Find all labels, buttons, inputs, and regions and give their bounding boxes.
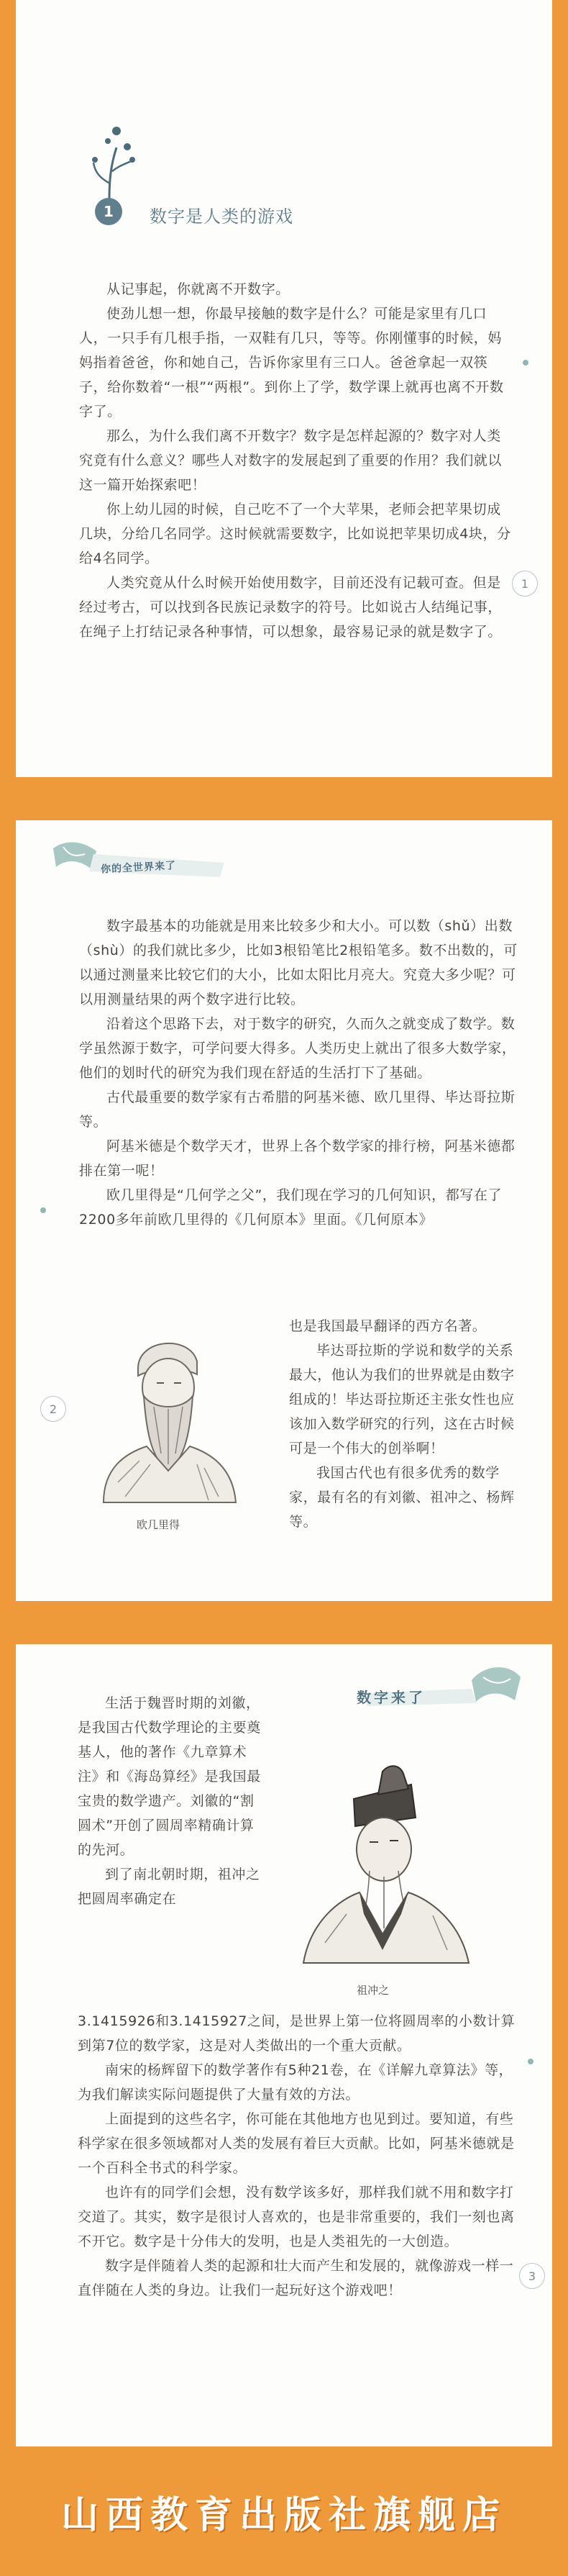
- paragraph: 古代最重要的数学家有古希腊的阿基米德、欧几里得、毕达哥拉斯等。: [79, 1089, 516, 1130]
- book-page-2: [16, 820, 552, 1601]
- margin-dot: [40, 1207, 46, 1213]
- store-banner: [0, 2446, 568, 2576]
- page2-body: [79, 914, 525, 1232]
- paragraph: 数字是伴随着人类的起源和壮大而产生和发展的，就像游戏一样一直伴随在人类的身边。让我们一起玩好这个游戏吧！: [78, 2258, 514, 2298]
- book-page-1: [16, 0, 552, 777]
- store-name: 山西教育出版社旗舰店: [60, 2493, 507, 2537]
- paragraph: 从记事起，你就离不开数字。: [106, 281, 290, 297]
- paragraph: 生活于魏晋时期的刘徽，是我国古代数学理论的主要奠基人，他的著作《九章算术注》和《海岛算经》是我国最宝贵的数学遗产。刘徽的“割圆术”开创了圆周率精确计算的先河。: [78, 1695, 261, 1858]
- chapter-number-badge: 1: [95, 198, 122, 225]
- paragraph: 使劲儿想一想，你最早接触的数字是什么？可能是家里有几口人，一只手有几根手指，一双鞋有几只，等等。你刚懂事的时候，妈妈指着爸爸，你和她自己，告诉你家里有三口人。爸爸拿起一双筷子，给你数着“一根”“两根”。到你上了学，数学课上就再也离不开数字了。: [79, 306, 504, 419]
- paragraph: 阿基米德是个数学天才，世界上各个数学家的排行榜，阿基米德都排在第一呢！: [79, 1138, 516, 1179]
- paragraph: 到了南北朝时期，祖冲之把圆周率确定在: [78, 1867, 260, 1907]
- book-page-3: [16, 1644, 552, 2446]
- paragraph: 上面提到的这些名字，你可能在其他地方也见到过。要知道，有些科学家在很多领域都对人类的发展有着巨大贡献。比如，阿基米德就是一个百科全书式的科学家。: [78, 2111, 515, 2176]
- margin-dot: [528, 2059, 533, 2064]
- header-text: 你的全世界来了: [100, 860, 177, 876]
- header-ribbon: [357, 1659, 522, 1709]
- portrait-caption: 祖冲之: [357, 1984, 390, 1997]
- page3-left-text: [78, 1691, 261, 1911]
- header-text: 数字来了: [357, 1689, 426, 1706]
- paragraph: 人类究竟从什么时候开始使用数字，目前还没有记载可查。但是经过考古，可以找到各民族记录数字的符号。比如说古人结绳记事，在绳子上打结记录各种事情，可以想象，最容易记录的就是数字了。: [79, 575, 503, 640]
- paragraph: 毕达哥拉斯的学说和数学的关系最大，他认为我们的世界就是由数字组成的！毕达哥拉斯还主张女性也应该加入数学研究的行列，这在古时候可是一个伟大的创举啊！: [289, 1343, 515, 1456]
- page-number: 2: [40, 1396, 66, 1422]
- paragraph: 南宋的杨辉留下的数学著作有5种21卷，在《详解九章算法》等，为我们解读实际问题提供了大量有效的方法。: [78, 2062, 513, 2103]
- page-number: 1: [512, 571, 538, 597]
- sprout-icon: [88, 115, 138, 201]
- margin-dot: [523, 360, 528, 366]
- portrait-caption: 欧几里得: [137, 1518, 180, 1531]
- header-ribbon: [53, 838, 233, 880]
- page2-wrap-text: [289, 1314, 525, 1534]
- paragraph: 我国古代也有很多优秀的数学家，最有名的有刘徽、祖冲之、杨辉等。: [289, 1465, 515, 1530]
- paragraph: 数字最基本的功能就是用来比较多少和大小。可以数（shǔ）出数（shù）的我们就比多少，比如3根铅笔比2根铅笔多。数不出数的，可以通过测量来比较它们的大小，比如太阳比月亮大。究竟大多少呢？可以用测量结果的两个数字进行比较。: [79, 918, 518, 1007]
- paragraph: 也许有的同学们会想，没有数学该多好，那样我们就不用和数字打交道了。其实，数字是很讨人喜欢的，也是非常重要的，我们一刻也离不开它。数字是十分伟大的发明，也是人类祖先的一大创造。: [78, 2185, 515, 2249]
- paragraph: 欧几里得是“几何学之父”，我们现在学习的几何知识，都写在了2200多年前欧几里得的《几何原本》里面。《几何原本》: [79, 1187, 503, 1228]
- paragraph: 你上幼儿园的时候，自己吃不了一个大苹果，老师会把苹果切成几块，分给几名同学。这时候就需要数字，比如说把苹果切成4块，分给4名同学。: [79, 502, 511, 566]
- page1-body: [79, 277, 513, 644]
- paragraph: 那么，为什么我们离不开数字？数字是怎样起源的？数字对人类究竟有什么意义？哪些人对数字的发展起到了重要的作用？我们就以这一篇开始探索吧！: [79, 428, 503, 493]
- paragraph: 3.1415926和3.1415927之间，是世界上第一位将圆周率的小数计算到第7位的数学家，这是对人类做出的一个重大贡献。: [78, 2013, 516, 2054]
- page3-body: [78, 2009, 523, 2303]
- page-number: 3: [519, 2263, 545, 2289]
- euclid-portrait: [82, 1317, 255, 1504]
- chapter-title: 数字是人类的游戏: [150, 207, 293, 227]
- zu-chongzhi-portrait: [275, 1749, 490, 1964]
- paragraph: 沿着这个思路下去，对于数字的研究，久而久之就变成了数学。数学虽然源于数字，可学问要大得多。人类历史上就出了很多大数学家，他们的划时代的研究为我们现在舒适的生活打下了基础。: [79, 1016, 516, 1081]
- paragraph: 也是我国最早翻译的西方名著。: [289, 1318, 487, 1334]
